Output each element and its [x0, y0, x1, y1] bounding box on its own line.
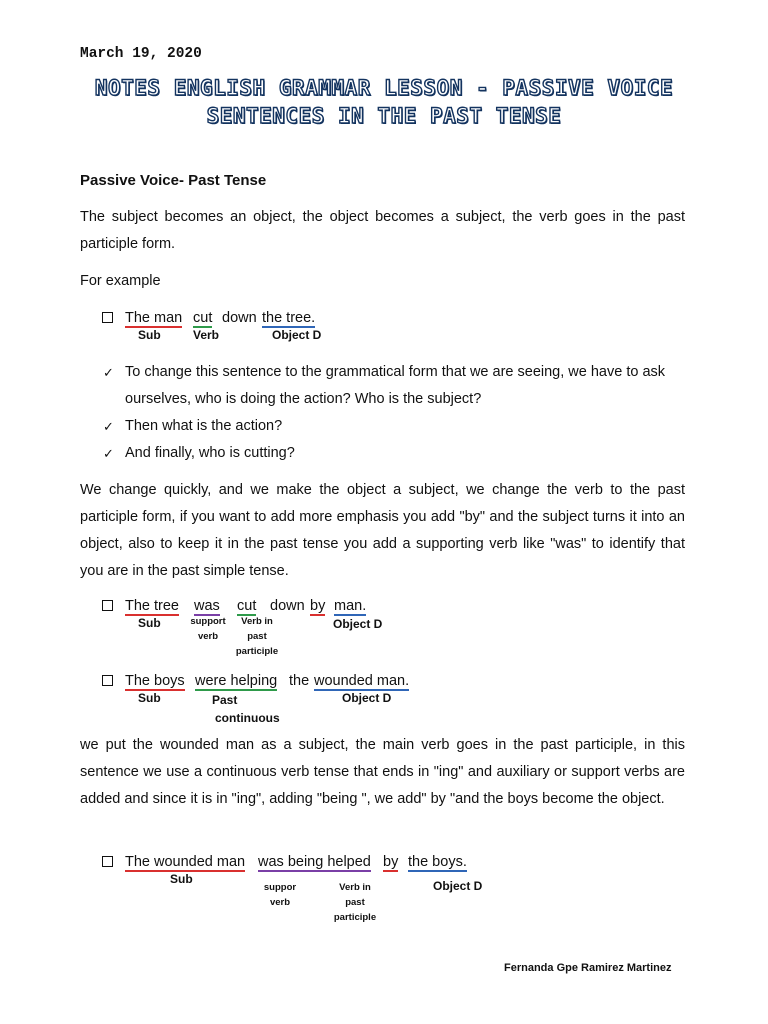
- intro-paragraph: The subject becomes an object, the object becomes a subject, the verb goes in the past participle form.: [80, 209, 685, 252]
- example-2-subject: The tree: [125, 598, 179, 614]
- label-support-verb: suppor verb: [263, 882, 297, 908]
- label-sub: Sub: [138, 691, 161, 705]
- example-2-word: down: [270, 598, 305, 614]
- checkbox-icon: [102, 675, 113, 686]
- checkmark-icon: ✓: [103, 365, 114, 380]
- label-verb: Verb: [193, 328, 220, 342]
- checkmark-icon: ✓: [103, 446, 114, 461]
- label-object-d: Object D: [342, 691, 392, 705]
- label-verb-past-participle: Verb in past participle: [235, 616, 279, 657]
- label-object-d: Object D: [272, 328, 322, 342]
- example-2-verb: cut: [237, 598, 257, 614]
- example-3-object: wounded man.: [314, 673, 410, 689]
- checkbox-icon: [102, 856, 113, 867]
- checkmark-icon: ✓: [103, 419, 114, 434]
- example-1-word: down: [222, 310, 257, 326]
- paragraph-3: we put the wounded man as a subject, the main verb goes in the past participle, in this sentence we use a continuous verb tense that ends in "ing" and auxiliary or support verbs are added and since it is in "ing", adding "being ", we add" by "and the boys become the object.: [80, 737, 685, 807]
- label-sub: Sub: [170, 872, 193, 886]
- label-verb-past-participle: Verb in past participle: [333, 882, 377, 923]
- example-3-verb: were helping: [195, 673, 278, 689]
- example-2-by: by: [310, 598, 326, 614]
- example-1-object: the tree.: [262, 310, 316, 326]
- label-sub: Sub: [138, 616, 161, 630]
- label-past-continuous: Past continuous: [212, 693, 280, 725]
- section-heading: Passive Voice- Past Tense: [80, 172, 267, 189]
- example-1-verb: cut: [193, 310, 213, 326]
- checkbox-icon: [102, 600, 113, 611]
- for-example-text: For example: [80, 273, 161, 289]
- label-object-d: Object D: [333, 617, 383, 631]
- paragraph-2: We change quickly, and we make the object a subject, we change the verb to the past participle form, if you want to add more emphasis you add "by" and the subject turns it into an object, also to keep it in the past tense you add a supporting verb like "was" to identify that you are in the past simple tense.: [80, 482, 685, 579]
- example-4-object: the boys.: [408, 854, 467, 870]
- author-signature: Fernanda Gpe Ramirez Martinez: [504, 962, 672, 974]
- example-4-by: by: [383, 854, 399, 870]
- checklist-item: And finally, who is cutting?: [125, 445, 295, 461]
- example-3-word: the: [289, 673, 310, 689]
- title-line-1: NOTES ENGLISH GRAMMAR LESSON - PASSIVE VOICE: [94, 76, 674, 100]
- document-date: March 19, 2020: [80, 46, 202, 62]
- example-2-object: man.: [334, 598, 367, 614]
- label-object-d: Object D: [433, 879, 483, 893]
- example-3-subject: The boys: [125, 673, 185, 689]
- document-title: [40, 74, 728, 130]
- label-sub: Sub: [138, 328, 161, 342]
- example-4-subject: The wounded man: [125, 854, 246, 870]
- example-2-support-verb: was: [194, 598, 220, 614]
- example-1-subject: The man: [125, 310, 183, 326]
- checkbox-icon: [102, 312, 113, 323]
- checklist-item: To change this sentence to the grammatical form that we are seeing, we have to ask ourselves, who is doing the action? Who is the subject?: [125, 364, 666, 407]
- example-4-support-verb: was being helped: [258, 854, 371, 870]
- label-support-verb: support verb: [190, 616, 226, 642]
- checklist-item: Then what is the action?: [125, 418, 283, 434]
- title-line-2: SENTENCES IN THE PAST TENSE: [206, 104, 562, 128]
